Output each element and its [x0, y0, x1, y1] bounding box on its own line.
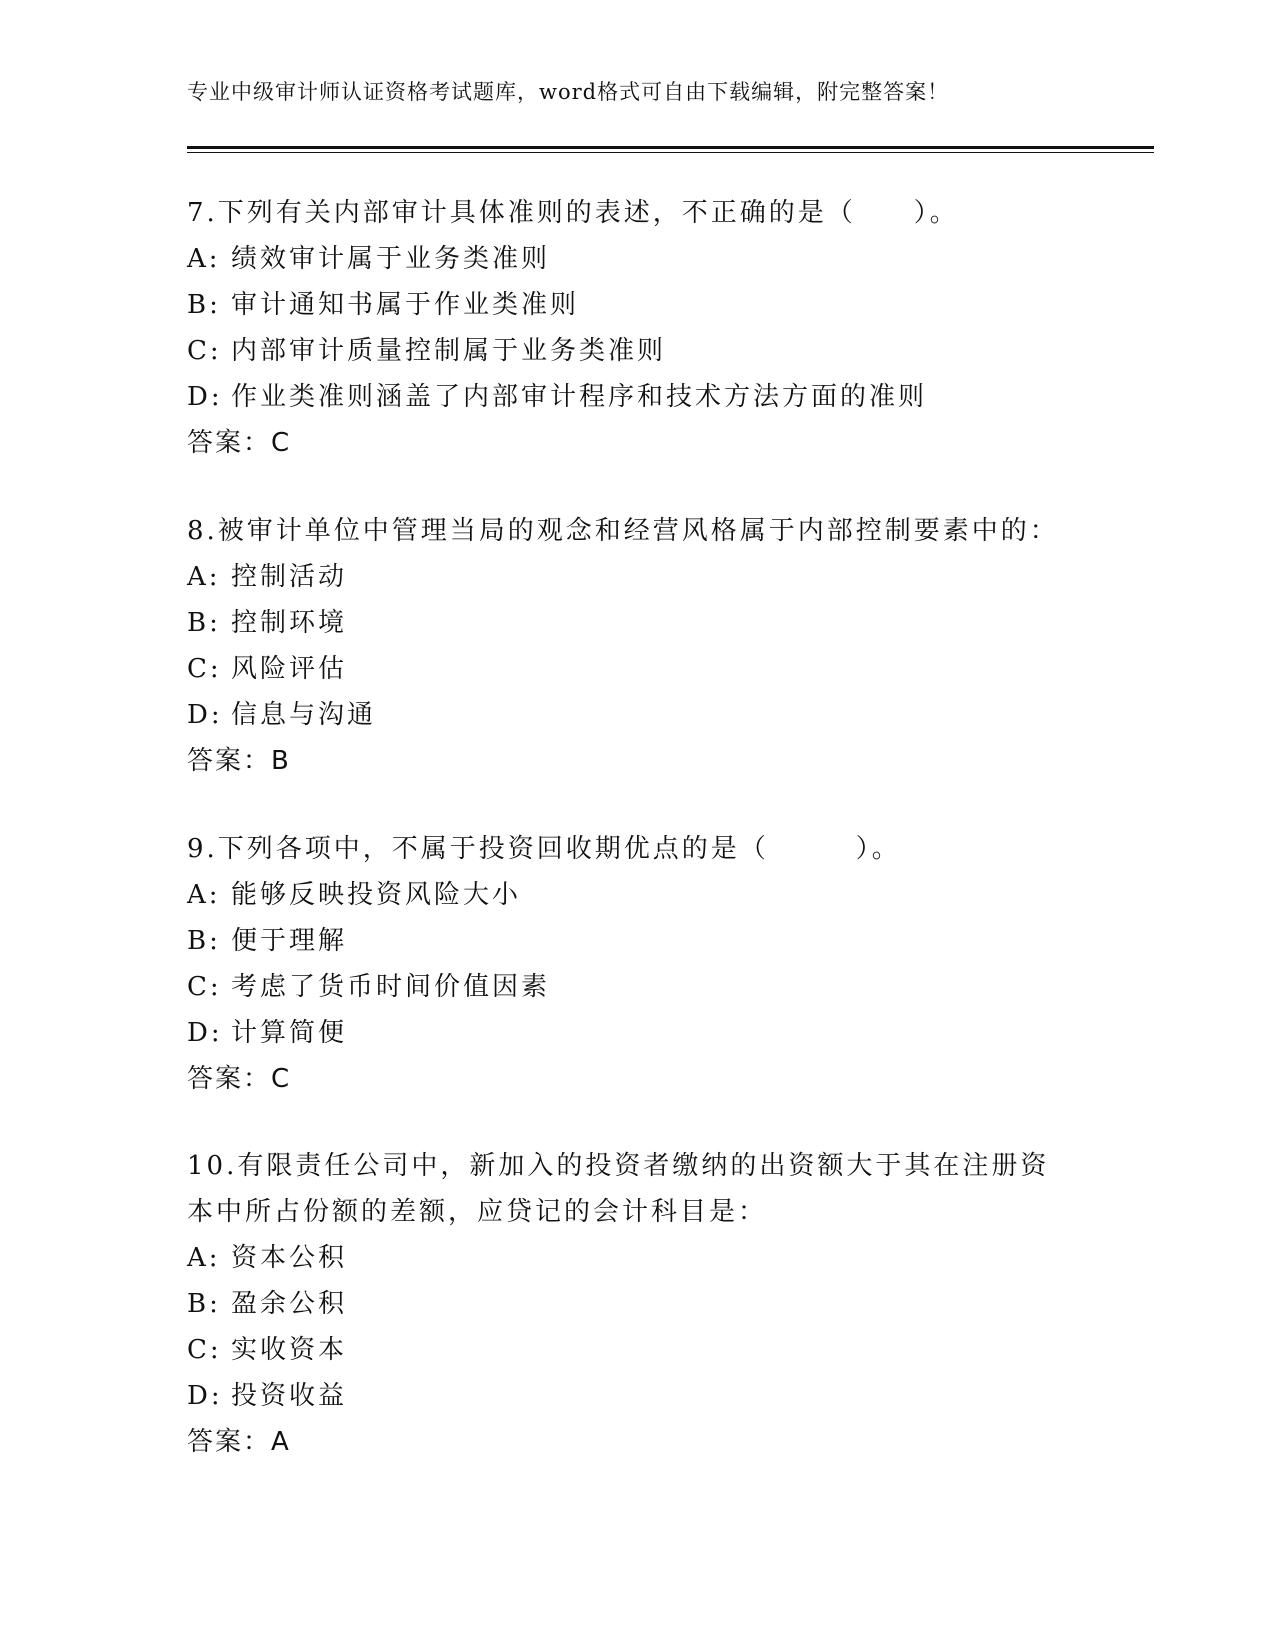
option-text: 能够反映投资风险大小 [231, 880, 522, 910]
option-b [187, 1281, 1067, 1327]
option-a [187, 554, 1087, 600]
option-text: 控制活动 [231, 562, 348, 592]
question-stem: 7.下列有关内部审计具体准则的表述，不正确的是（ ）。 [187, 198, 959, 228]
option-text: 风险评估 [231, 654, 348, 684]
question-stem: 8.被审计单位中管理当局的观念和经营风格属于内部控制要素中的： [187, 516, 1059, 546]
option-text: 绩效审计属于业务类准则 [231, 244, 551, 274]
option-d [187, 1010, 1087, 1056]
option-c [187, 964, 1087, 1010]
option-key: B: [187, 926, 221, 956]
option-text: 便于理解 [231, 926, 348, 956]
option-text: 考虑了货币时间价值因素 [231, 972, 551, 1002]
option-key: C: [187, 336, 222, 366]
option-key: A: [187, 244, 221, 274]
option-text: 控制环境 [231, 608, 348, 638]
option-key: D: [187, 700, 223, 730]
question-9 [187, 826, 1087, 1102]
option-key: B: [187, 290, 221, 320]
header-rule-thin [187, 152, 1154, 153]
option-d [187, 692, 1087, 738]
page-header: 专业中级审计师认证资格考试题库，word格式可自由下载编辑，附完整答案！ [187, 80, 950, 104]
option-key: D: [187, 382, 223, 412]
option-key: C: [187, 654, 222, 684]
option-text: 信息与沟通 [231, 700, 377, 730]
option-text: 作业类准则涵盖了内部审计程序和技术方法方面的准则 [231, 382, 928, 412]
option-key: D: [187, 1381, 223, 1411]
question-stem: 10.有限责任公司中，新加入的投资者缴纳的出资额大于其在注册资本中所占份额的差额，应贷记的会计科目是： [187, 1151, 1050, 1227]
question-10 [187, 1144, 1067, 1465]
option-c [187, 328, 1087, 374]
answer: 答案：C [187, 1064, 292, 1094]
answer: 答案：C [187, 428, 292, 458]
option-text: 内部审计质量控制属于业务类准则 [231, 336, 667, 366]
option-c [187, 646, 1087, 692]
option-text: 盈余公积 [231, 1289, 348, 1319]
question-8 [187, 508, 1087, 784]
option-text: 资本公积 [231, 1243, 348, 1273]
option-a [187, 872, 1087, 918]
question-stem: 9.下列各项中，不属于投资回收期优点的是（ ）。 [187, 834, 901, 864]
option-key: B: [187, 608, 221, 638]
option-key: B: [187, 1289, 221, 1319]
header-rule-thick [187, 146, 1154, 149]
question-7 [187, 190, 1087, 466]
option-d [187, 1373, 1067, 1419]
option-key: C: [187, 972, 222, 1002]
option-key: D: [187, 1018, 223, 1048]
option-a [187, 236, 1087, 282]
option-text: 计算简便 [231, 1018, 348, 1048]
answer: 答案：A [187, 1427, 291, 1457]
answer: 答案：B [187, 746, 291, 776]
option-c [187, 1327, 1067, 1373]
option-b [187, 600, 1087, 646]
option-text: 投资收益 [231, 1381, 348, 1411]
option-text: 实收资本 [231, 1335, 348, 1365]
option-d [187, 374, 1087, 420]
option-key: A: [187, 880, 221, 910]
option-a [187, 1235, 1067, 1281]
option-key: C: [187, 1335, 222, 1365]
option-b [187, 918, 1087, 964]
option-key: A: [187, 1243, 221, 1273]
option-b [187, 282, 1087, 328]
option-text: 审计通知书属于作业类准则 [231, 290, 580, 320]
option-key: A: [187, 562, 221, 592]
